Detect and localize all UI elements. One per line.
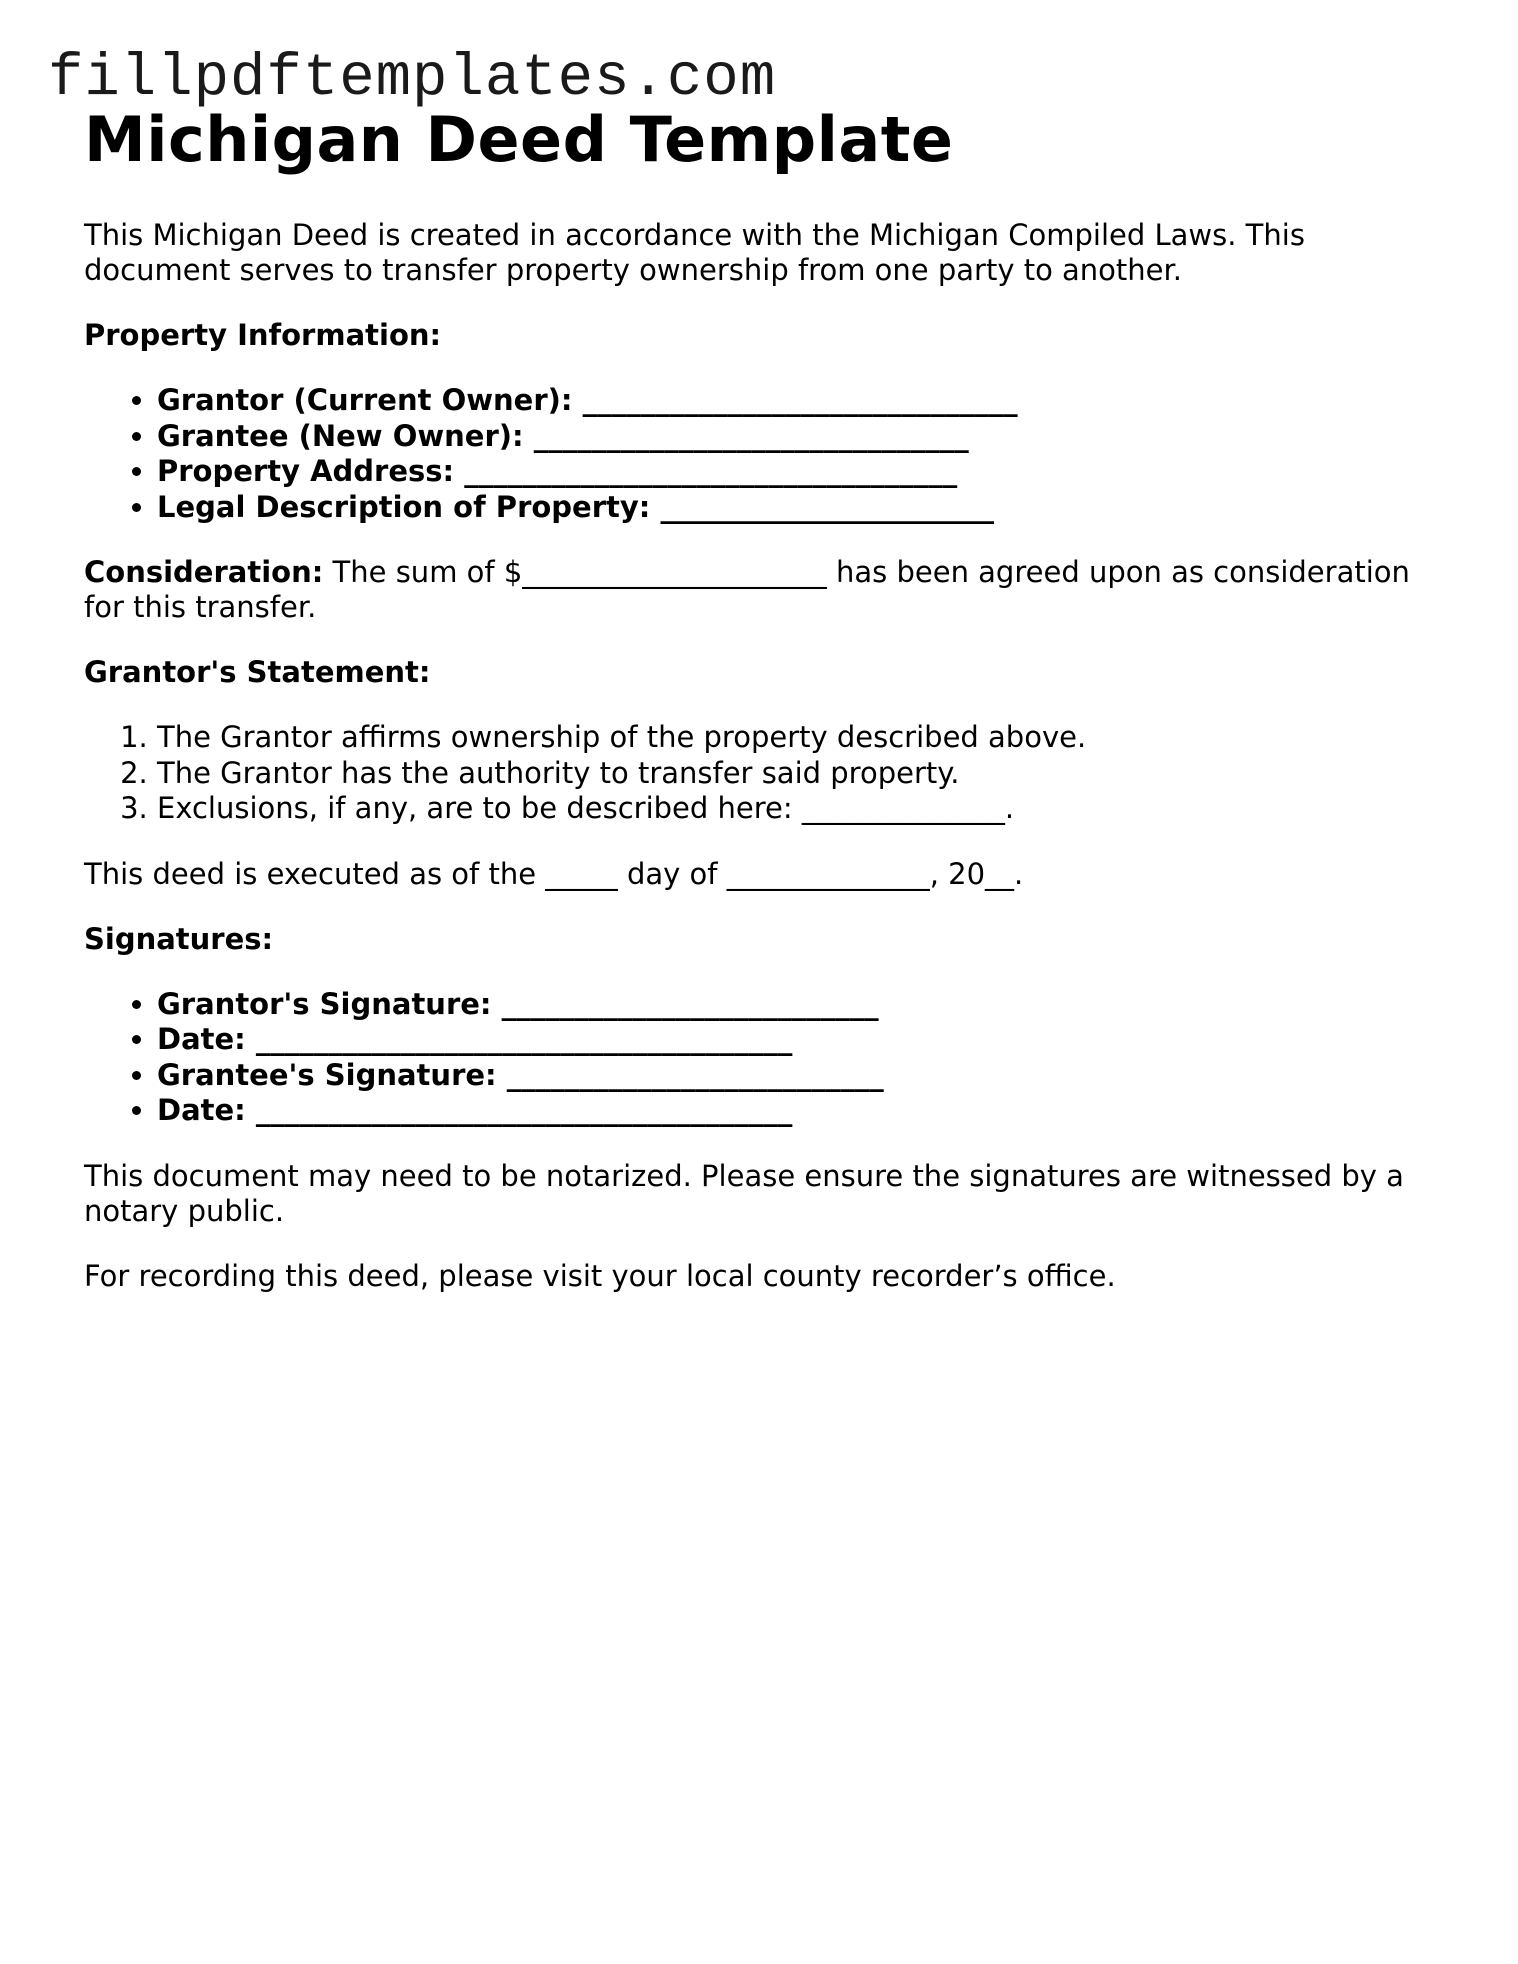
consideration-text: The sum of $_____________________ has been agreed upon as consideration for this transfer. — [84, 555, 1410, 624]
grantor-field: • Grantor (Current Owner): ______________________________ — [157, 383, 1454, 419]
grantee-date-field: • Date: _____________________________________ — [157, 1093, 1454, 1129]
grantor-date-field: • Date: _____________________________________ — [157, 1022, 1454, 1058]
signatures-heading: Signatures: — [84, 921, 274, 956]
recording-note: For recording this deed, please visit your local county recorder’s office. — [84, 1258, 1116, 1293]
execution-date-paragraph: This deed is executed as of the _____ day of ______________, 20__. — [84, 856, 1024, 891]
statement-item-authority: 2. The Grantor has the authority to transfer said property. — [157, 756, 1454, 792]
grantor-signature-field: • Grantor's Signature: __________________________ — [157, 987, 1454, 1023]
statement-item-exclusions: 3. Exclusions, if any, are to be described here: ______________. — [157, 791, 1454, 827]
notary-note: This document may need to be notarized. Please ensure the signatures are witnessed by a notary public. — [84, 1158, 1404, 1228]
signatures-list — [84, 987, 1454, 1129]
grantee-signature-field: • Grantee's Signature: __________________________ — [157, 1058, 1454, 1094]
legal-description-field: • Legal Description of Property: _______________________ — [157, 490, 1454, 526]
property-address-field: • Property Address: __________________________________ — [157, 454, 1454, 490]
document-page — [84, 100, 1454, 1294]
statement-item-ownership: 1. The Grantor affirms ownership of the property described above. — [157, 720, 1454, 756]
consideration-paragraph — [84, 555, 1454, 625]
grantor-statement-list — [84, 720, 1454, 827]
page-title: Michigan Deed Template — [84, 103, 954, 176]
consideration-label: Consideration: — [84, 555, 324, 589]
grantor-statement-heading: Grantor's Statement: — [84, 655, 431, 689]
property-information-list — [84, 383, 1454, 525]
property-information-heading: Property Information: — [84, 318, 442, 352]
watermark-text: fillpdftemplates.com — [48, 45, 777, 112]
grantee-field: • Grantee (New Owner): ______________________________ — [157, 419, 1454, 455]
intro-paragraph: This Michigan Deed is created in accordance with the Michigan Compiled Laws. This document serves to transfer property ownership from one party to another. — [84, 218, 1305, 287]
